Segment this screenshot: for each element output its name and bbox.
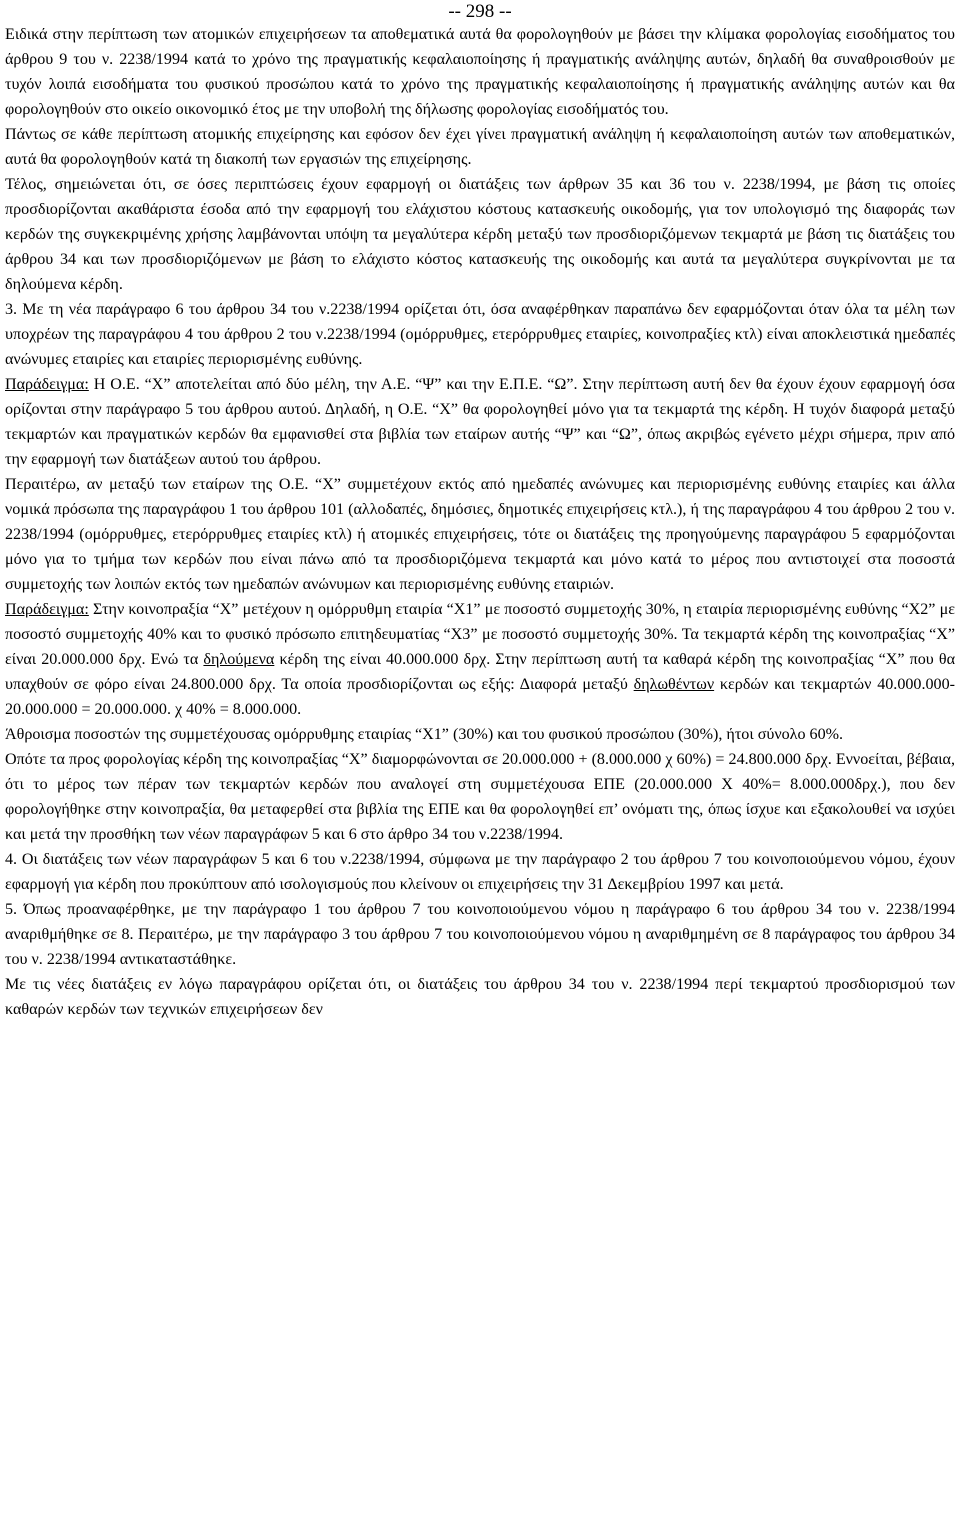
example-2-text-c: κερδών και τεκμαρτών 40.000.000-20.000.000 = 20.000.000. χ 40% = 8.000.000. <box>5 676 955 718</box>
paragraph-item-5: 5. Όπως προαναφέρθηκε, με την παράγραφο 1 του άρθρου 7 του κοινοποιούμενου νόμου η παράγραφο 6 του άρθρου 34 του ν. 2238/1994 αναριθμήθηκε σε 8. Περαιτέρω, με την παράγραφο 3 του άρθρου 7 του κοινοποιούμενου νόμου η αναριθμημένη σε 8 παράγραφος του άρθρου 34 του ν. 2238/1994 αντικαταστάθηκε. <box>5 901 955 968</box>
underlined-term-declared: δηλούμενα <box>203 651 275 668</box>
example-label: Παράδειγμα: <box>5 376 89 393</box>
paragraph-example-2 <box>5 597 955 722</box>
paragraph-taxable-profits: Οπότε τα προς φορολογίας κέρδη της κοινοπραξίας “Χ” διαμορφώνονται σε 20.000.000 + (8.000.000 χ 60%) = 24.800.000 δρχ. Εννοείται, βέβαια, ότι το μέρος των πέραν των τεκμαρτών κερδών που αναλογεί στη συμμετέχουσα ΕΠΕ (20.000.000 Χ 40%= 8.000.000δρχ.), που δεν φορολογήθηκε στην κοινοπραξία, θα μεταφερθεί στα βιβλία της ΕΠΕ και θα φορολογηθεί επ’ ονόματι της, όπως ίσχυε και εξακολουθεί να ισχύει και μετά την προσθήκη των νέων παραγράφων 5 και 6 στο άρθρο 34 του ν.2238/1994. <box>5 751 955 843</box>
paragraph-item-4: 4. Οι διατάξεις των νέων παραγράφων 5 και 6 του ν.2238/1994, σύμφωνα με την παράγραφο 2 του άρθρου 7 του κοινοποιούμενου νόμου, έχουν εφαρμογή για κέρδη που προκύπτουν από ισολογισμούς που κλείνουν οι επιχειρήσεις την 31 Δεκεμβρίου 1997 και μετά. <box>5 851 955 893</box>
document-body <box>5 22 955 1022</box>
example-label: Παράδειγμα: <box>5 601 89 618</box>
page-number: -- 298 -- <box>448 1 512 22</box>
paragraph-individual-businesses: Ειδικά στην περίπτωση των ατομικών επιχειρήσεων τα αποθεματικά αυτά θα φορολογηθούν με βάσει την κλίμακα φορολογίας εισοδήματος του άρθρου 9 του ν. 2238/1994 κατά το χρόνο της πραγματικής κεφαλαιοποίησης ή πραγματικής ανάληψης αυτών, δηλαδή θα συναθροισθούν με τυχόν λοιπά εισοδήματα του φυσικού προσώπου κατά το χρόνο της πραγματικής κεφαλαιοποίησης ή πραγματικής ανάληψης αυτών και θα φορολογηθούν στο οικείο οικονομικό έτος με την υποβολή της δήλωσης φορολογίας εισοδήματός του. <box>5 26 955 118</box>
paragraph-item-3: 3. Με τη νέα παράγραφο 6 του άρθρου 34 του ν.2238/1994 ορίζεται ότι, όσα αναφέρθηκαν παραπάνω δεν εφαρμόζονται όταν όλα τα μέλη των υποχρέων της παραγράφου 4 του άρθρου 2 του ν.2238/1994 (ομόρρυθμες, ετερόρρυθμες εταιρίες, κοινοπραξίες κτλ) είναι αποκλειστικά ημεδαπές ανώνυμες εταιρίες και εταιρίες περιορισμένης ευθύνης. <box>5 301 955 368</box>
paragraph-example-1 <box>5 372 955 472</box>
paragraph-capitalization-withdrawal: Πάντως σε κάθε περίπτωση ατομικής επιχείρησης και εφόσον δεν έχει γίνει πραγματική ανάληψη ή κεφαλαιοποίηση αυτών των αποθεματικών, αυτά θα φορολογηθούν κατά τη διακοπή των εργασιών της επιχείρησης. <box>5 126 955 168</box>
paragraph-new-provisions: Με τις νέες διατάξεις εν λόγω παραγράφου ορίζεται ότι, οι διατάξεις του άρθρου 34 του ν. 2238/1994 περί τεκμαρτού προσδιορισμού των καθαρών κερδών των τεχνικών επιχειρήσεων δεν <box>5 976 955 1018</box>
example-2-text-b: κέρδη της είναι 40.000.000 δρχ. Στην περίπτωση αυτή τα καθαρά κέρδη της κοινοπραξίας “Χ” που θα υπαχθούν σε φόρο είναι 24.800.000 δρχ. Τα οποία προσδιορίζονται ως εξής: Διαφορά μεταξύ <box>5 651 956 693</box>
example-1-text: Η Ο.Ε. “Χ” αποτελείται από δύο μέλη, την Α.Ε. “Ψ” και την Ε.Π.Ε. “Ω”. Στην περίπτωση αυτή δεν θα έχουν έχουν εφαρμογή όσα ορίζονται στην παράγραφο 5 του άρθρου αυτού. Δηλαδή, η Ο.Ε. “Χ” θα φορολογηθεί μόνο για τα τεκμαρτά της κέρδη. Η τυχόν διαφορά μεταξύ τεκμαρτών και πραγματικών κερδών θα εμφανισθεί στα βιβλία των εταίρων αυτής “Ψ” και “Ω”, όπως ακριβώς εγένετο μέχρι σήμερα, πριν από την εφαρμογή των διατάξεων αυτού του άρθρου. <box>5 376 955 468</box>
paragraph-partners-other-entities: Περαιτέρω, αν μεταξύ των εταίρων της Ο.Ε. “Χ” συμμετέχουν εκτός από ημεδαπές ανώνυμες και περιορισμένης ευθύνης εταιρίες και άλλα νομικά πρόσωπα της παραγράφου 1 του άρθρου 101 (αλλοδαπές, δημόσιες, δημοτικές επιχειρήσεις κτλ.), ή της παραγράφου 4 του άρθρου 2 του ν. 2238/1994 (ομόρρυθμες, ετερόρρυθμες εταιρίες κτλ) ή ατομικές επιχειρήσεις, τότε οι διατάξεις της προηγούμενης παραγράφου 5 εφαρμόζονται μόνο για το τμήμα των κερδών που είναι πάνω από τα προσδιοριζόμενα τεκμαρτά και μόνο κατά το μέρος που αντιστοιχεί στα ποσοστά συμμετοχής των λοιπών εκτός των ημεδαπών ανώνυμων και περιορισμένης ευθύνης εταιριών. <box>5 476 955 593</box>
paragraph-sum-percentages: Άθροισμα ποσοστών της συμμετέχουσας ομόρρυθμης εταιρίας “Χ1” (30%) και του φυσικού προσώπου (30%), ήτοι σύνολο 60%. <box>5 726 844 743</box>
example-2-text-a: Στην κοινοπραξία “Χ” μετέχουν η ομόρρυθμη εταιρία “Χ1” με ποσοστό συμμετοχής 30%, η εταιρία περιορισμένης ευθύνης “Χ2” με ποσοστό συμμετοχής 40% και το φυσικό πρόσωπο επιτηδευματίας “Χ3” με ποσοστό συμμετοχής 30%. Τα τεκμαρτά κέρδη της κοινοπραξίας “Χ” είναι 20.000.000 δρχ. Ενώ τα <box>5 601 955 668</box>
underlined-term-declared-past: δηλωθέντων <box>633 676 715 693</box>
paragraph-articles-35-36: Τέλος, σημειώνεται ότι, σε όσες περιπτώσεις έχουν εφαρμογή οι διατάξεις των άρθρων 35 και 36 του ν. 2238/1994, με βάση τις οποίες προσδιορίζονται ακαθάριστα έσοδα από την εφαρμογή του ελάχιστου κόστους κατασκευής οικοδομής, για τον υπολογισμό της διαφοράς των κερδών της συγκεκριμένης χρήσης λαμβάνονται υπόψη τα μεγαλύτερα κέρδη μεταξύ των προσδιοριζόμενων τεκμαρτά με βάση τις διατάξεις του άρθρου 34 και των προσδιοριζόμενων με βάση το ελάχιστο κόστος κατασκευής της οικοδομής και αυτά τα μεγαλύτερα συγκρίνονται με τα δηλούμενα κέρδη. <box>5 176 955 293</box>
